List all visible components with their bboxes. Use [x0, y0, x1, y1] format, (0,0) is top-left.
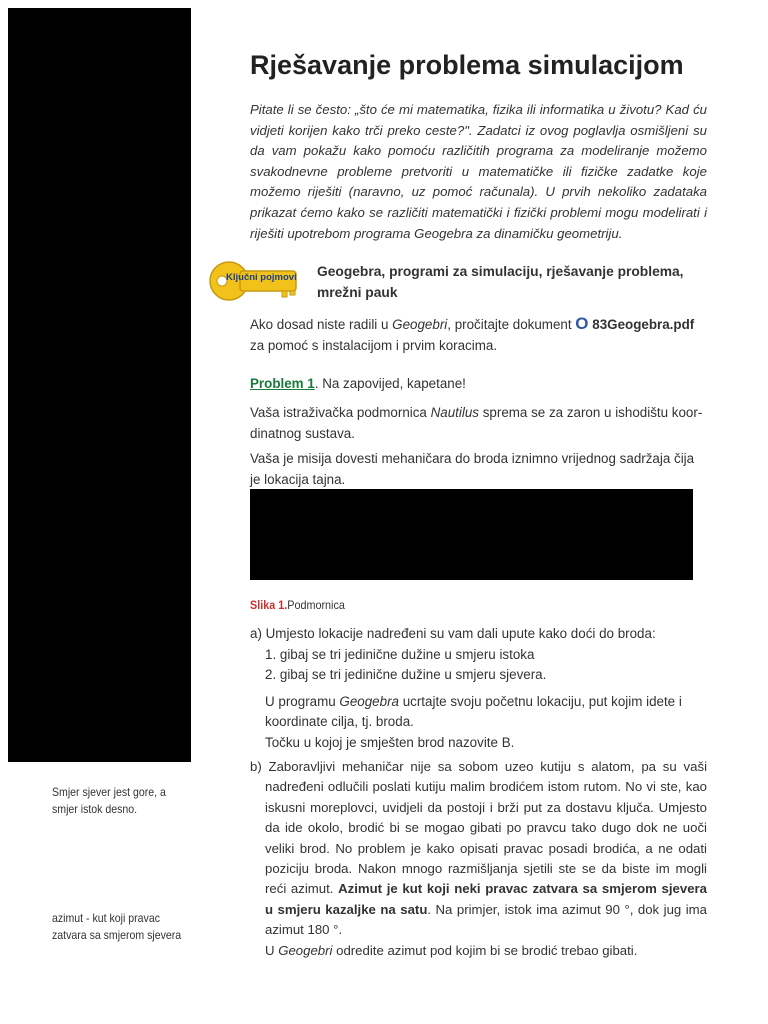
azimuth-definition: Azimut je kut koji neki pravac zatvara sa smjerom sjevera u smjeru kazaljke na satu — [265, 881, 707, 917]
text: b) Zaboravljivi mehaničar nije sa sobom uzeo kutiju s alatom, pa su vaši nadređeni odlučili poslati kutiju malim brodićem istom rutom. No vi ste, kao iskusni moreplovci, uvidjeli da postoji i brži put za dostavu ključa. Umjesto da ide okolo, brodić bi se mogao gibati po pravcu tako dugo dok ne uoči veliki brod. No problem je kako opisati pravac posadi brodića, a ne odati poziciju broda. Nakon mnogo razmišljanja sjetili ste se da biste im mogli reći azimut. — [250, 759, 707, 897]
margin-note-line: Smjer sjever jest gore, a — [52, 785, 166, 799]
text: sprema se za zaron u ishodištu koor- — [479, 405, 703, 420]
part-a-intro: a) Umjesto lokacije nadređeni su vam dali upute kako doći do broda: — [250, 626, 656, 641]
margin-note-line: azimut - kut koji pravac — [52, 911, 160, 925]
problem-title: Na zapovijed, kapetane! — [318, 376, 466, 391]
text: U programu — [265, 693, 340, 709]
problem-link[interactable]: Problem 1 — [250, 376, 315, 391]
key-concepts-line: mrežni pauk — [317, 285, 398, 300]
text: Vaša je misija dovesti mehaničara do broda iznimno vrijednog sadržaja čija — [250, 451, 695, 466]
part-b — [250, 757, 707, 961]
part-a — [250, 624, 710, 753]
figure-caption — [250, 598, 345, 612]
geogebra-name: Geogebra — [339, 693, 399, 709]
margin-note-directions — [52, 784, 166, 818]
document-link-icon[interactable]: O — [575, 314, 589, 333]
redacted-figure — [250, 489, 693, 580]
submarine-name: Nautilus — [430, 405, 479, 420]
nautilus-paragraph — [250, 403, 710, 444]
text: . Na primjer, istok ima azimut 90 °, dok jug ima azimut 180 °. — [265, 901, 707, 938]
text: . — [314, 376, 319, 391]
margin-note-line: zatvara sa smjerom sjevera — [52, 928, 182, 942]
text: , pročitajte dokument — [447, 317, 576, 332]
step-1: 1. gibaj se tri jedinične dužine u smjeru istoka — [265, 646, 535, 662]
redacted-sidebar-image — [8, 8, 191, 762]
geogebra-note — [250, 314, 720, 356]
text: Vaša istraživačka podmornica — [250, 405, 431, 420]
document-link[interactable]: 83Geogebra.pdf — [592, 317, 695, 332]
key-concepts — [317, 261, 717, 303]
text: ucrtajte svoju početnu lokaciju, put kojim idete i — [398, 693, 682, 709]
geogebra-name: Geogebri — [278, 942, 333, 958]
text: dinatnog sustava. — [250, 425, 355, 441]
step-2: 2. gibaj se tri jedinične dužine u smjeru sjevera. — [265, 667, 547, 682]
intro-paragraph: Pitate li se često: „što će mi matematika, fizika ili informatika u životu? Kad ću vidjeti korijen kako trči preko ceste?". Zadatci iz ovog poglavlja osmišljeni su da vam pokažu kako pomoću različitih programa za modeliranje možemo svakodnevne probleme pretvoriti u matematičke ili fizičke zadatke koje možemo riješiti (naravno, uz pomoć računala). U prvih nekoliko zadataka prikazat ćemo kako se različiti matematički i fizički problemi mogu modelirati i riješiti upotrebom programa Geogebra za dinamičku geometriju. — [250, 102, 707, 241]
text: U — [265, 942, 279, 958]
text: odredite azimut pod kojim bi se brodić trebao gibati. — [332, 942, 638, 958]
mission-paragraph — [250, 449, 710, 490]
caption-text: Podmornica — [287, 598, 345, 612]
text: Ako dosad niste radili u — [250, 317, 393, 332]
text: za pomoć s instalacijom i prvim koracima. — [250, 337, 498, 353]
key-badge-label: Ključni pojmovi — [226, 272, 297, 283]
caption-label: Slika 1. — [250, 598, 288, 612]
margin-note-line: smjer istok desno. — [52, 802, 138, 816]
problem-heading — [250, 374, 710, 395]
text: je lokacija tajna. — [250, 471, 346, 487]
page-title: Rješavanje problema simulacijom — [250, 50, 684, 80]
text: Točku u kojoj je smješten brod nazovite B. — [265, 734, 515, 750]
text: koordinate cilja, tj. broda. — [265, 714, 414, 729]
key-concepts-line: Geogebra, programi za simulaciju, rješavanje problema, — [317, 264, 684, 279]
margin-note-azimuth — [52, 910, 181, 944]
geogebra-name: Geogebri — [392, 317, 448, 332]
